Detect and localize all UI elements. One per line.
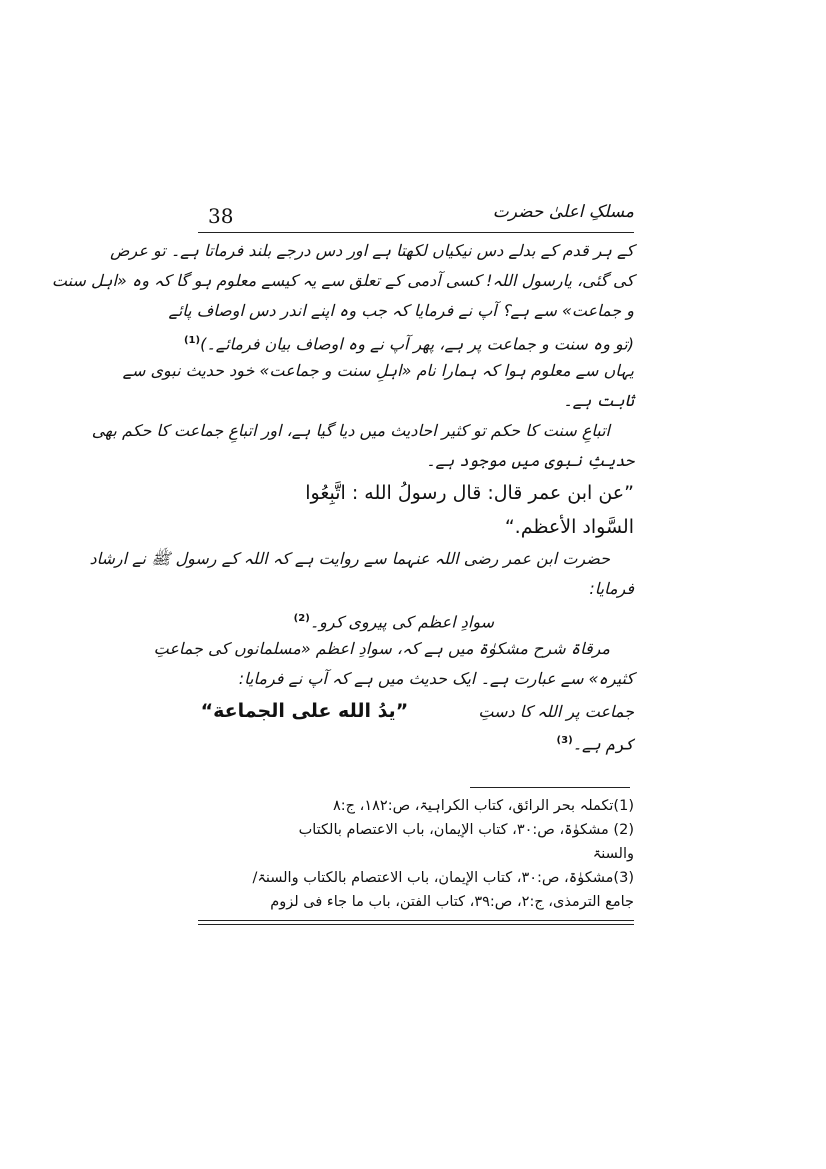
body-line xyxy=(198,604,634,634)
body-line-text: (تو وہ سنت و جماعت پر ہے، پھر آپ نے وہ اوصاف بیان فرمائے۔) xyxy=(200,334,634,354)
footnote-separator xyxy=(470,787,630,788)
page-bottom-double-rule xyxy=(198,920,634,925)
footnotes xyxy=(198,794,634,914)
body-line: اتباعِ سنت کا حکم تو کثیر احادیث میں دیا گیا ہے، اور اتباعِ جماعت کا حکم بھی xyxy=(91,421,610,440)
body-line: یہاں سے معلوم ہوا کہ ہمارا نام «اہلِ سنت و جماعت» خود حدیث نبوی سے xyxy=(122,361,634,380)
body-line: ثابت ہے۔ xyxy=(563,391,634,410)
body-line xyxy=(198,726,634,756)
footnote-line: (1)تکملہ بحر الرائق، کتاب الکراہیۃ، ص:۱۸۲، ج:۸ xyxy=(332,798,634,814)
page-number: 38 xyxy=(208,204,234,228)
body-line: کی گئی، یارسول اللہ! کسی آدمی کے تعلق سے یہ کیسے معلوم ہو گا کہ وہ «اہل سنت xyxy=(51,271,634,290)
page-header xyxy=(198,200,634,230)
arabic-quote-continued: السَّواد الأعظم.“ xyxy=(504,516,634,538)
footnote-marker-1: (1) xyxy=(183,335,201,346)
body-line: حدیثِ نبوی میں موجود ہے۔ xyxy=(426,451,634,470)
body-line: کثیرہ» سے عبارت ہے۔ ایک حدیث میں ہے کہ آپ نے فرمایا: xyxy=(238,669,634,688)
body-line-text: کرم ہے۔ xyxy=(572,734,634,754)
body-line: و جماعت» سے ہے؟ آپ نے فرمایا کہ جب وہ اپنے اندر دس اوصاف پائے xyxy=(168,301,634,320)
body-line-with-quote xyxy=(198,694,634,726)
body-line-text: جماعت پر اللہ کا دستِ xyxy=(478,702,634,721)
header-rule xyxy=(198,232,634,233)
footnote-marker-2: (2) xyxy=(293,613,310,624)
arabic-quote: ”عن ابن عمر قال: قال رسولُ الله : اتَّبِعُوا xyxy=(305,482,634,504)
footnote-line: والسنۃ xyxy=(592,846,634,862)
body-line-text: سوادِ اعظم کی پیروی کرو۔ xyxy=(309,612,494,632)
footnote-line: (2) مشکوٰۃ، ص:۳۰، کتاب الإيمان، باب الاعتصام بالکتاب xyxy=(298,822,634,838)
body-line: کے ہر قدم کے بدلے دس نیکیاں لکھتا ہے اور دس درجے بلند فرماتا ہے۔ تو عرض xyxy=(110,241,634,260)
body-line: فرمایا: xyxy=(589,579,634,598)
footnote-line: جامع الترمذی، ج:۲، ص:۳۹، کتاب الفتن، باب ما جاء فی لزوم xyxy=(270,894,634,910)
body-line xyxy=(183,326,634,356)
running-title: مسلکِ اعلیٰ حضرت xyxy=(492,202,634,222)
footnote-marker-3: (3) xyxy=(556,735,573,746)
body-text xyxy=(51,236,634,756)
arabic-quote-jamaah: ”يدُ الله على الجماعة“ xyxy=(200,700,409,722)
body-line: حضرت ابن عمر رضی اللہ عنہما سے روایت ہے کہ اللہ کے رسول ﷺ نے ارشاد xyxy=(89,549,610,568)
footnote-line: (3)مشکوٰۃ، ص:۳۰، کتاب الإيمان، باب الاعتصام بالکتاب والسنۃ/ xyxy=(252,870,634,886)
body-line: مرقاۃ شرح مشکوٰۃ میں ہے کہ، سوادِ اعظم «مسلمانوں کی جماعتِ xyxy=(153,639,610,658)
